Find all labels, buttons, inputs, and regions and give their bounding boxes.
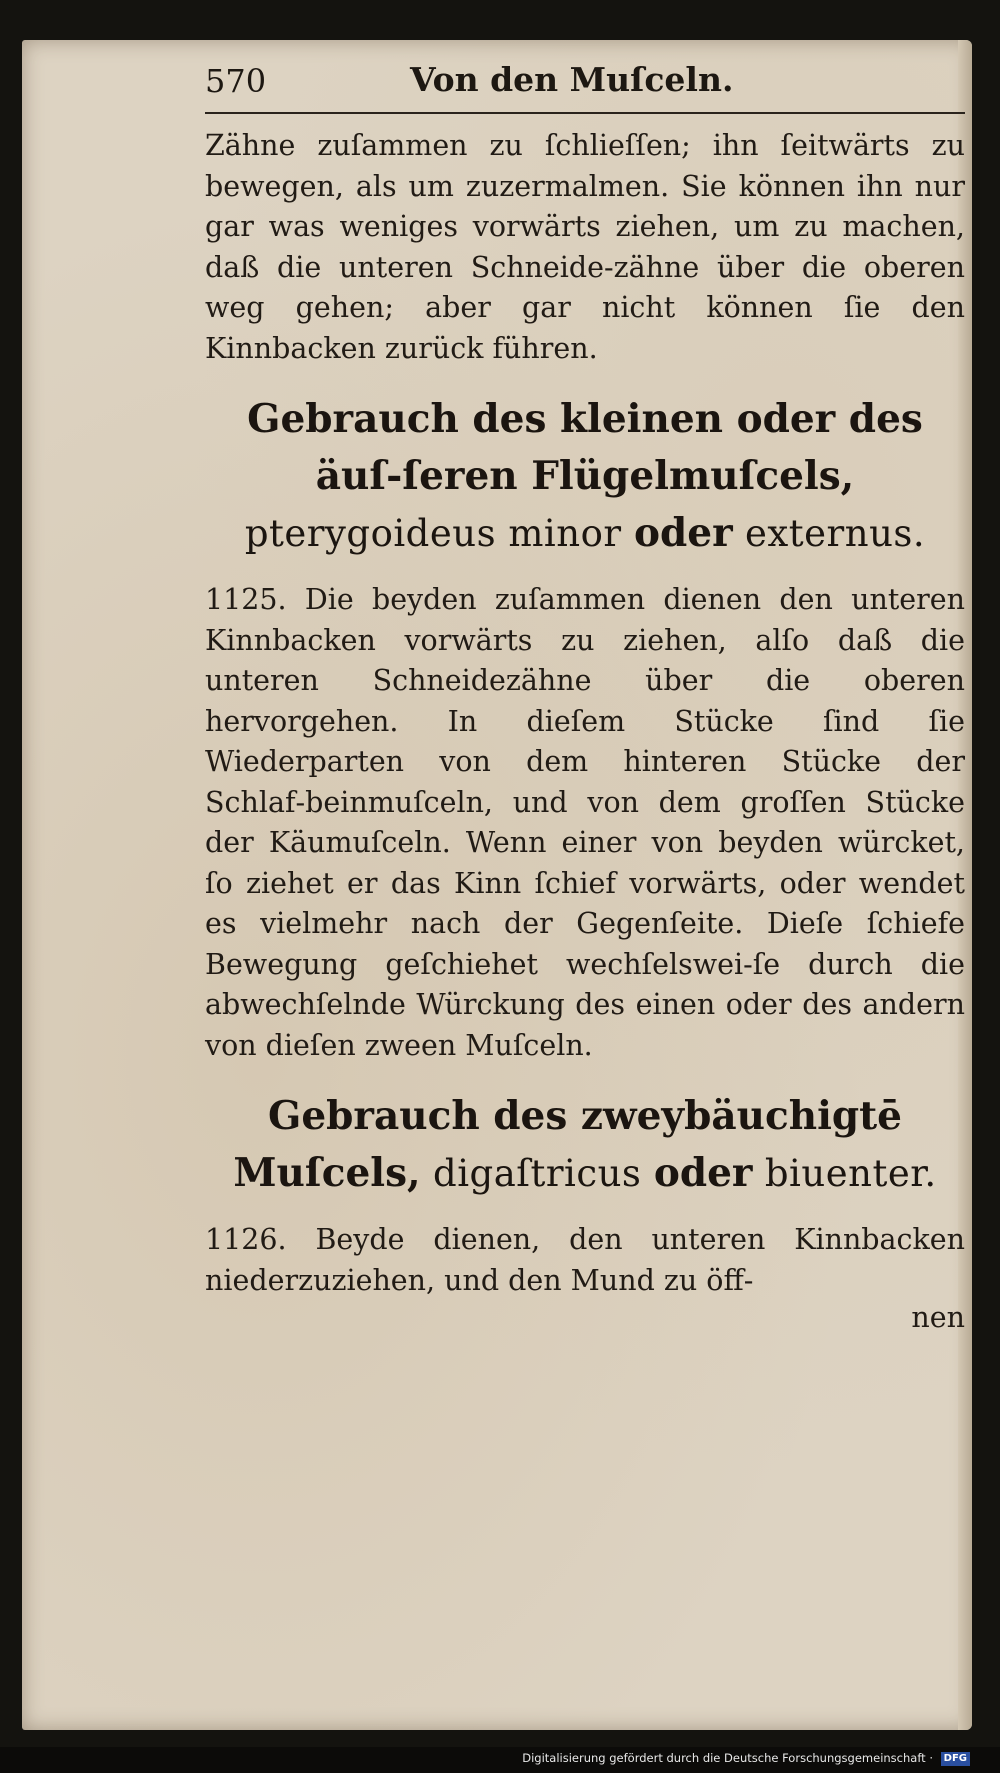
- section-number: 1125.: [205, 583, 287, 616]
- heading-conjunction: oder: [633, 510, 733, 556]
- section-heading-pterygoideus: [205, 391, 965, 562]
- heading-german: Gebrauch des kleinen oder des äuſ‑ſeren Flügelmuſcels,: [247, 396, 923, 499]
- section-heading-digastricus: [205, 1088, 965, 1202]
- dfg-logo: DFG: [941, 1752, 970, 1766]
- running-title: Von den Muſceln.: [410, 60, 734, 99]
- heading-latin-name: pterygoideus minor: [244, 512, 622, 555]
- paragraph-1126: [205, 1220, 965, 1301]
- paragraph-1125: [205, 580, 965, 1066]
- paragraph-text: Die beyden zuſammen dienen den unteren Kinnbacken vorwärts zu ziehen, alſo daß die unteren Schneidezähne über die oberen hervorgehen. In dieſem Stücke ſind ſie Wiederparten von dem hinteren Stücke der Schlaf‑beinmuſceln, und von dem groſſen Stücke der Käumuſceln. Wenn einer von beyden würcket, ſo ziehet er das Kinn ſchief vorwärts, oder wendet es vielmehr nach der Gegenſeite. Dieſe ſchiefe Bewegung geſchiehet wechſelswei‑ſe durch die abwechſelnde Würckung des einen oder des andern von dieſen zween Muſceln.: [205, 583, 965, 1062]
- heading-latin-alt: biuenter.: [764, 1152, 937, 1195]
- footer-credit: [522, 1751, 970, 1766]
- section-number: 1126.: [205, 1223, 287, 1256]
- heading-latin-name: digaſtricus: [433, 1152, 642, 1195]
- paragraph-text: Beyde dienen, den unteren Kinnbacken niederzuziehen, und den Mund zu öff‑: [205, 1223, 965, 1297]
- page-body: [205, 126, 965, 1341]
- footer-credit-text: Digitalisierung gefördert durch die Deutsche Forschungsgemeinschaft ·: [522, 1751, 933, 1765]
- heading-german: Gebrauch des zweybäuchigtē Muſcels,: [233, 1093, 902, 1196]
- catchword: nen: [911, 1301, 965, 1334]
- heading-latin-alt: externus.: [745, 512, 926, 555]
- page-header: [205, 62, 965, 114]
- footer-bar: [0, 1747, 1000, 1773]
- paragraph-continuation: Zähne zuſammen zu ſchlieſſen; ihn ſeitwärts zu bewegen, als um zuzermalmen. Sie können ihn nur gar was weniges vorwärts ziehen, um zu machen, daß die unteren Schneide‑zähne über die oberen weg gehen; aber gar nicht können ſie den Kinnbacken zurück führen.: [205, 129, 965, 365]
- heading-conjunction: oder: [653, 1150, 753, 1196]
- page-number: 570: [205, 62, 267, 100]
